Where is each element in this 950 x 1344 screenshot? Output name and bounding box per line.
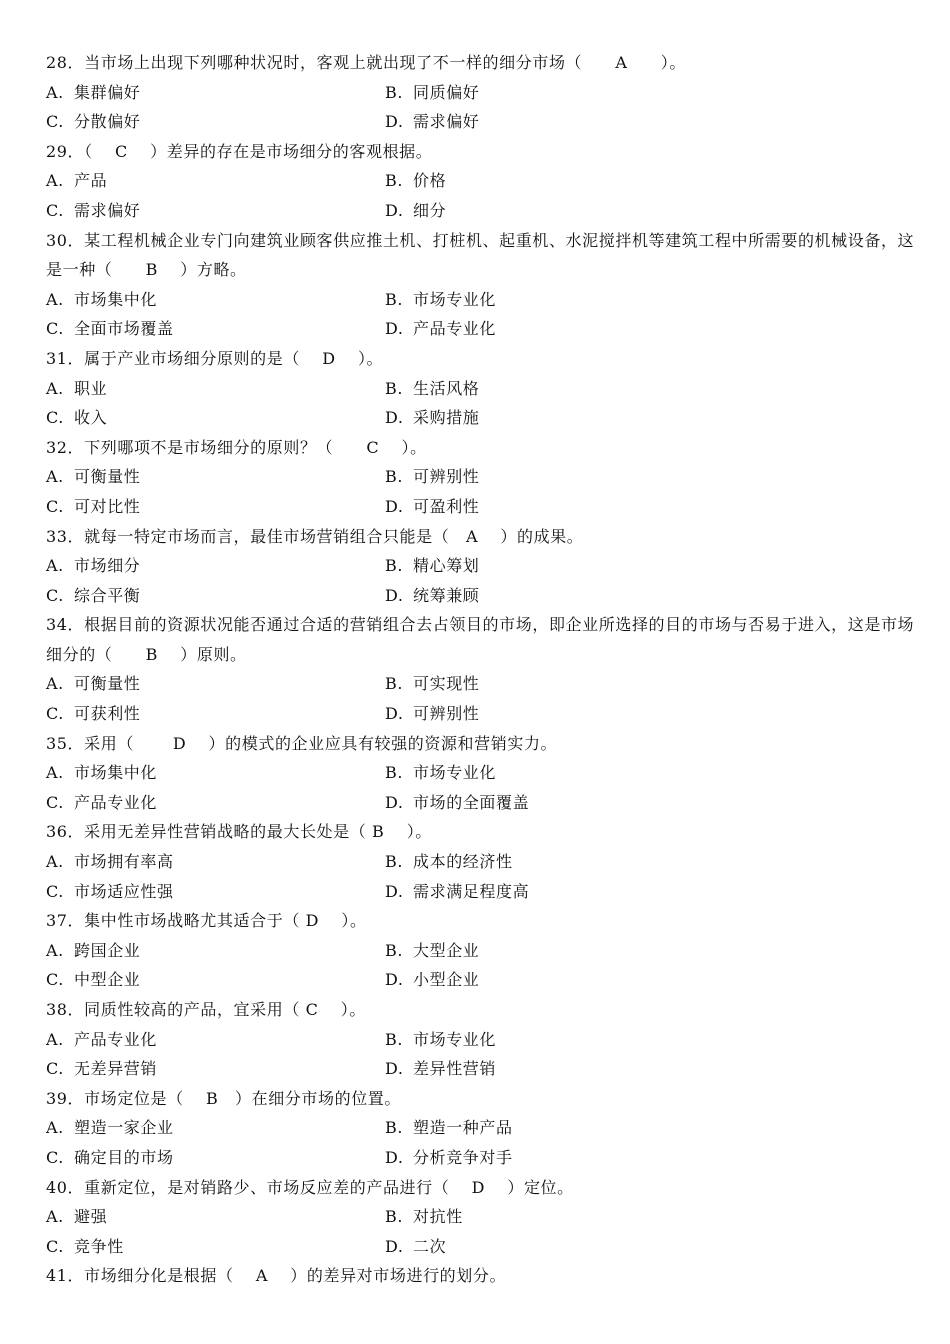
- answer-option: [385, 788, 724, 818]
- answer-option: [46, 462, 385, 492]
- option-row: [46, 1202, 916, 1232]
- option-row: [46, 936, 916, 966]
- answer-option: [385, 196, 724, 226]
- option-text: 中型企业: [74, 970, 141, 990]
- option-text: 竞争性: [74, 1236, 124, 1256]
- option-letter: D.: [385, 200, 404, 220]
- answer-option: [46, 492, 385, 522]
- option-text: 市场专业化: [413, 763, 497, 783]
- option-text: 塑造一家企业: [74, 1118, 174, 1138]
- option-row: [46, 847, 916, 877]
- option-letter: A.: [46, 674, 64, 694]
- option-letter: B.: [385, 940, 404, 960]
- option-row: [46, 314, 916, 344]
- option-letter: D.: [385, 704, 404, 724]
- answer-option: [385, 314, 724, 344]
- option-text: 综合平衡: [74, 585, 141, 605]
- question-block: [46, 522, 916, 611]
- option-text: 可盈利性: [413, 496, 480, 516]
- option-text: 可衡量性: [74, 674, 141, 694]
- option-text: 可获利性: [74, 704, 141, 724]
- answer-option: [385, 403, 724, 433]
- option-letter: C.: [46, 1059, 64, 1079]
- question-list: [46, 48, 916, 1291]
- answer-option: [46, 965, 385, 995]
- answer-option: [46, 1143, 385, 1173]
- answer-option: [385, 669, 724, 699]
- answer-option: [385, 285, 724, 315]
- option-letter: B.: [385, 171, 404, 191]
- answer-option: [46, 1232, 385, 1262]
- question-stem: 28．当市场上出现下列哪种状况时，客观上就出现了不一样的细分市场（ A ）。: [46, 53, 686, 72]
- option-letter: D.: [385, 1059, 404, 1079]
- option-row: [46, 1232, 916, 1262]
- option-row: [46, 699, 916, 729]
- option-letter: B.: [385, 378, 404, 398]
- option-row: [46, 877, 916, 907]
- option-letter: B.: [385, 82, 404, 102]
- option-text: 二次: [413, 1236, 447, 1256]
- option-text: 同质偏好: [413, 82, 480, 102]
- option-letter: A.: [46, 1029, 64, 1049]
- answer-option: [385, 1025, 724, 1055]
- option-letter: D.: [385, 496, 404, 516]
- option-letter: D.: [385, 112, 404, 132]
- option-letter: B.: [385, 674, 404, 694]
- answer-option: [385, 78, 724, 108]
- answer-option: [46, 847, 385, 877]
- question-stem: 38．同质性较高的产品，宜采用（ C ）。: [46, 1000, 366, 1019]
- option-text: 统筹兼顾: [413, 585, 480, 605]
- option-row: [46, 196, 916, 226]
- option-letter: D.: [385, 1236, 404, 1256]
- option-text: 产品专业化: [74, 792, 158, 812]
- answer-option: [385, 877, 724, 907]
- option-letter: B.: [385, 852, 404, 872]
- option-text: 精心筹划: [413, 556, 480, 576]
- option-text: 需求偏好: [413, 112, 480, 132]
- option-letter: A.: [46, 82, 64, 102]
- answer-option: [46, 1202, 385, 1232]
- option-text: 确定目的市场: [74, 1147, 174, 1167]
- question-stem: 34．根据目前的资源状况能否通过合适的营销组合去占领目的市场，即企业所选择的目的市场与否易于进入，这是市场细分的（ B ）原则。: [46, 615, 915, 664]
- question-block: [46, 610, 916, 728]
- option-text: 成本的经济性: [413, 852, 513, 872]
- answer-option: [46, 107, 385, 137]
- answer-option: [46, 1113, 385, 1143]
- option-text: 产品专业化: [74, 1029, 158, 1049]
- option-letter: B.: [385, 763, 404, 783]
- option-text: 产品: [74, 171, 108, 191]
- option-text: 价格: [413, 171, 447, 191]
- answer-option: [385, 1232, 724, 1262]
- answer-option: [385, 1202, 724, 1232]
- option-text: 可衡量性: [74, 467, 141, 487]
- option-letter: C.: [46, 319, 64, 339]
- option-letter: B.: [385, 1207, 404, 1227]
- question-stem: 32．下列哪项不是市场细分的原则？（ C ）。: [46, 437, 427, 457]
- option-letter: C.: [46, 792, 64, 812]
- option-row: [46, 403, 916, 433]
- option-row: [46, 965, 916, 995]
- answer-option: [385, 462, 724, 492]
- answer-option: [46, 314, 385, 344]
- option-text: 细分: [413, 200, 447, 220]
- option-letter: A.: [46, 1118, 64, 1138]
- option-row: [46, 1143, 916, 1173]
- option-text: 跨国企业: [74, 940, 141, 960]
- option-text: 市场适应性强: [74, 881, 174, 901]
- answer-option: [385, 1113, 724, 1143]
- answer-option: [46, 581, 385, 611]
- question-block: [46, 48, 916, 137]
- answer-option: [46, 1025, 385, 1055]
- question-block: [46, 1173, 916, 1262]
- option-text: 市场专业化: [413, 289, 497, 309]
- option-row: [46, 1025, 916, 1055]
- question-block: [46, 1261, 916, 1291]
- option-letter: B.: [385, 556, 404, 576]
- option-letter: A.: [46, 940, 64, 960]
- question-block: [46, 817, 916, 906]
- answer-option: [385, 936, 724, 966]
- answer-option: [385, 699, 724, 729]
- option-text: 避强: [74, 1207, 108, 1227]
- answer-option: [385, 1054, 724, 1084]
- option-letter: A.: [46, 1207, 64, 1227]
- question-stem: 35．采用（ D ）的模式的企业应具有较强的资源和营销实力。: [46, 733, 558, 753]
- option-text: 可辨别性: [413, 467, 480, 487]
- question-block: [46, 906, 916, 995]
- question-stem: 30．某工程机械企业专门向建筑业顾客供应推土机、打桩机、起重机、水泥搅拌机等建筑工程中所需要的机械设备，这是一种（ B ）方略。: [46, 230, 915, 280]
- answer-option: [46, 669, 385, 699]
- question-block: [46, 1084, 916, 1173]
- option-letter: C.: [46, 200, 64, 220]
- answer-option: [385, 166, 724, 196]
- option-row: [46, 758, 916, 788]
- answer-option: [385, 374, 724, 404]
- option-letter: A.: [46, 289, 64, 309]
- option-letter: D.: [385, 970, 404, 990]
- option-text: 差异性营销: [413, 1059, 497, 1079]
- answer-option: [46, 788, 385, 818]
- option-letter: B.: [385, 1029, 404, 1049]
- option-letter: C.: [46, 112, 64, 132]
- option-text: 生活风格: [413, 378, 480, 398]
- question-block: [46, 226, 916, 344]
- option-row: [46, 669, 916, 699]
- option-letter: D.: [385, 319, 404, 339]
- answer-option: [46, 877, 385, 907]
- option-text: 分析竞争对手: [413, 1147, 513, 1167]
- option-text: 塑造一种产品: [413, 1118, 513, 1138]
- option-text: 对抗性: [413, 1207, 463, 1227]
- answer-option: [385, 551, 724, 581]
- option-letter: A.: [46, 171, 64, 191]
- option-letter: D.: [385, 1147, 404, 1167]
- option-text: 分散偏好: [74, 112, 141, 132]
- answer-option: [385, 847, 724, 877]
- answer-option: [385, 581, 724, 611]
- answer-option: [46, 551, 385, 581]
- answer-option: [46, 374, 385, 404]
- option-letter: B.: [385, 289, 404, 309]
- option-text: 采购措施: [413, 408, 480, 428]
- answer-option: [46, 196, 385, 226]
- question-block: [46, 344, 916, 433]
- option-text: 集群偏好: [74, 82, 141, 102]
- option-text: 需求偏好: [74, 200, 141, 220]
- question-block: [46, 995, 916, 1084]
- option-text: 需求满足程度高: [413, 881, 530, 901]
- option-letter: C.: [46, 881, 64, 901]
- question-block: [46, 729, 916, 818]
- answer-option: [46, 936, 385, 966]
- option-letter: C.: [46, 1147, 64, 1167]
- question-stem: 41．市场细分化是根据（ A ）的差异对市场进行的划分。: [46, 1266, 507, 1286]
- option-text: 市场集中化: [74, 289, 158, 309]
- option-row: [46, 492, 916, 522]
- option-letter: A.: [46, 556, 64, 576]
- option-text: 市场拥有率高: [74, 852, 174, 872]
- question-block: [46, 433, 916, 522]
- option-letter: A.: [46, 763, 64, 783]
- answer-option: [385, 107, 724, 137]
- option-text: 大型企业: [413, 940, 480, 960]
- option-row: [46, 107, 916, 137]
- answer-option: [46, 166, 385, 196]
- answer-option: [385, 492, 724, 522]
- question-stem: 40．重新定位，是对销路少、市场反应差的产品进行（ D ）定位。: [46, 1177, 574, 1197]
- option-row: [46, 285, 916, 315]
- answer-option: [385, 965, 724, 995]
- option-text: 职业: [74, 378, 108, 398]
- question-block: [46, 137, 916, 226]
- option-text: 收入: [74, 408, 108, 428]
- question-stem: 31．属于产业市场细分原则的是（ D ）。: [46, 348, 384, 368]
- option-letter: C.: [46, 1236, 64, 1256]
- option-letter: C.: [46, 585, 64, 605]
- option-row: [46, 462, 916, 492]
- answer-option: [46, 403, 385, 433]
- option-text: 产品专业化: [413, 319, 497, 339]
- option-letter: C.: [46, 704, 64, 724]
- answer-option: [385, 758, 724, 788]
- option-letter: A.: [46, 378, 64, 398]
- option-letter: B.: [385, 467, 404, 487]
- option-row: [46, 581, 916, 611]
- option-letter: A.: [46, 467, 64, 487]
- option-letter: C.: [46, 496, 64, 516]
- answer-option: [46, 78, 385, 108]
- question-stem: 36．采用无差异性营销战略的最大长处是（ B ）。: [46, 822, 432, 842]
- option-text: 小型企业: [413, 970, 480, 990]
- answer-option: [46, 758, 385, 788]
- option-letter: C.: [46, 408, 64, 428]
- option-letter: D.: [385, 881, 404, 901]
- option-letter: D.: [385, 585, 404, 605]
- option-letter: A.: [46, 852, 64, 872]
- answer-option: [46, 285, 385, 315]
- question-stem: 37．集中性市场战略尤其适合于（ D ）。: [46, 911, 367, 931]
- option-text: 可辨别性: [413, 704, 480, 724]
- option-text: 市场细分: [74, 556, 141, 576]
- option-row: [46, 551, 916, 581]
- option-text: 市场集中化: [74, 763, 158, 783]
- answer-option: [46, 1054, 385, 1084]
- option-letter: D.: [385, 408, 404, 428]
- question-stem: 33．就每一特定市场而言，最佳市场营销组合只能是（ A ）的成果。: [46, 526, 584, 546]
- option-text: 全面市场覆盖: [74, 319, 174, 339]
- option-row: [46, 1054, 916, 1084]
- option-row: [46, 78, 916, 108]
- option-row: [46, 374, 916, 404]
- option-letter: C.: [46, 970, 64, 990]
- option-text: 市场专业化: [413, 1029, 497, 1049]
- answer-option: [385, 1143, 724, 1173]
- question-stem: 29．（ C ）差异的存在是市场细分的客观根据。: [46, 141, 433, 161]
- option-letter: D.: [385, 792, 404, 812]
- option-row: [46, 1113, 916, 1143]
- option-letter: B.: [385, 1118, 404, 1138]
- option-text: 可对比性: [74, 496, 141, 516]
- question-stem: 39．市场定位是（ B ）在细分市场的位置。: [46, 1088, 402, 1108]
- option-row: [46, 166, 916, 196]
- option-text: 市场的全面覆盖: [413, 792, 530, 812]
- option-text: 可实现性: [413, 674, 480, 694]
- option-row: [46, 788, 916, 818]
- option-text: 无差异营销: [74, 1059, 158, 1079]
- answer-option: [46, 699, 385, 729]
